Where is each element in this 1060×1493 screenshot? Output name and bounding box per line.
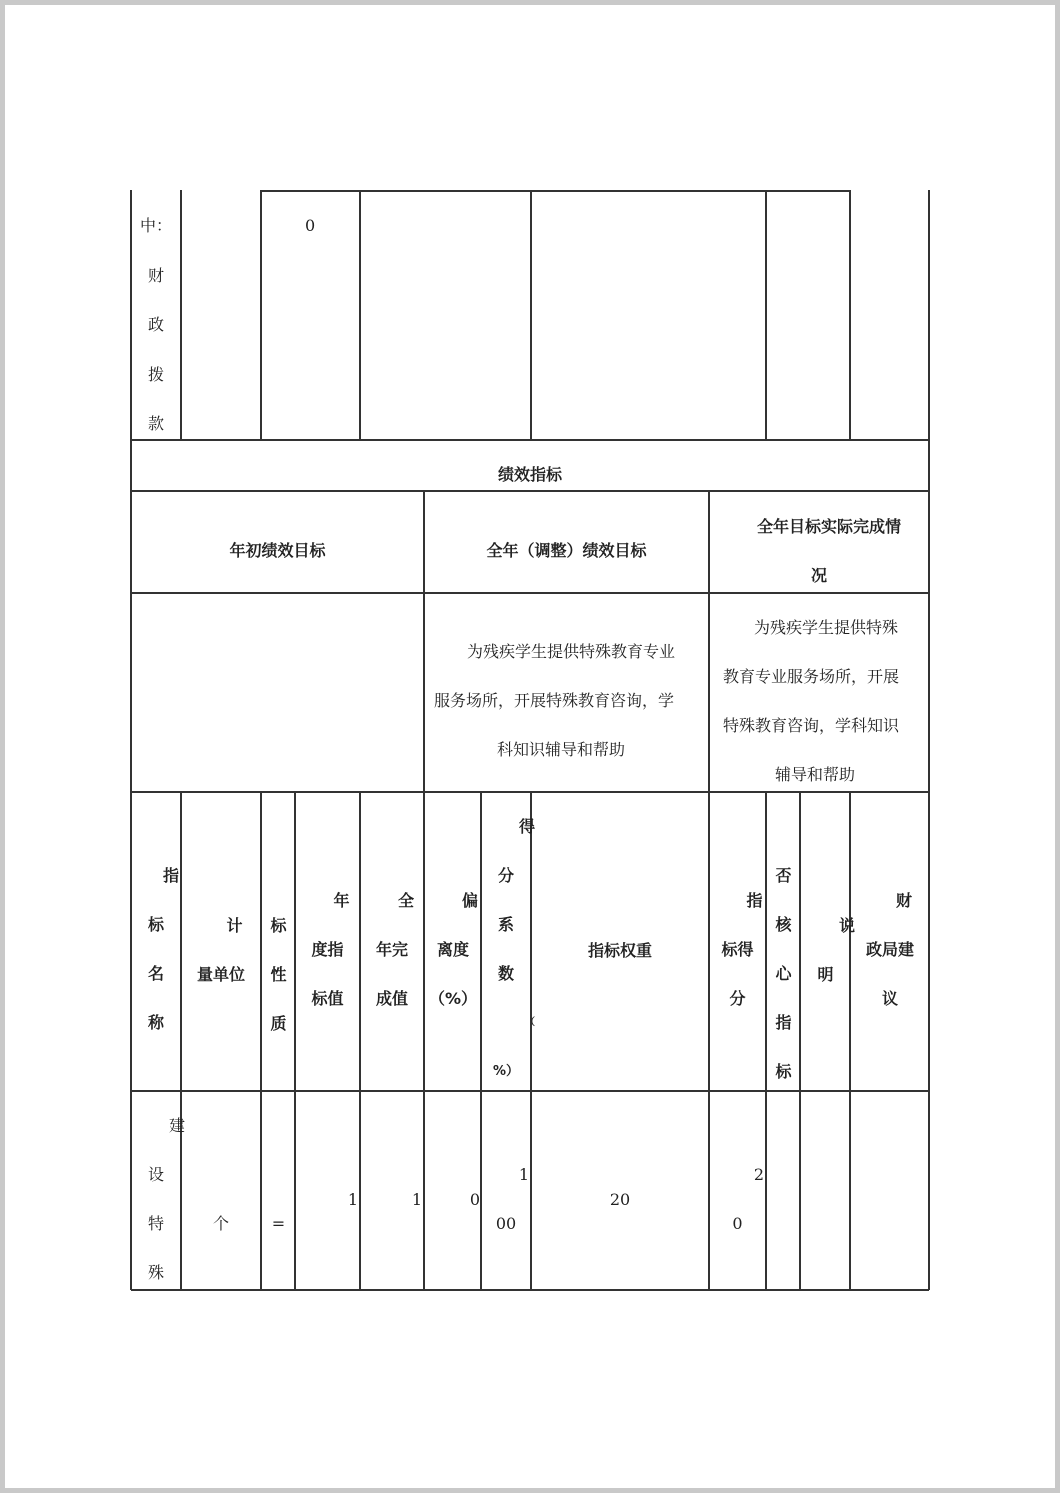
section-title: 绩效指标: [497, 465, 562, 484]
actual-goal-line: 辅导和帮助: [775, 765, 856, 784]
cell-line: 建: [168, 1116, 185, 1135]
row-label-line: 款: [147, 414, 164, 433]
header-adjusted-goal: 全年（调整）绩效目标: [486, 541, 647, 560]
col-header-line: 度指: [311, 940, 344, 959]
col-header-line: 说: [838, 916, 855, 935]
row-label-line: 拨: [147, 364, 164, 384]
cell-score: [711, 1150, 764, 1248]
cell-line: 2: [753, 1165, 764, 1184]
cell-annual-target: 1: [347, 1190, 358, 1209]
cell-line: 1: [518, 1165, 529, 1184]
header-actual-line: 全年目标实际完成情: [756, 517, 901, 536]
col-header-line: 离度: [436, 940, 469, 959]
col-header-line: 名: [147, 964, 164, 983]
cell-unit: 个: [212, 1214, 229, 1233]
adjusted-goal-text: [430, 627, 706, 774]
actual-goal-line: 为残疾学生提供特殊: [754, 618, 899, 637]
col-header-line: （%）: [428, 989, 478, 1008]
col-header-line: 成值: [375, 989, 408, 1008]
cell-line: 0: [732, 1214, 743, 1233]
col-header-line: 明: [817, 965, 834, 984]
adjusted-goal-line: 为残疾学生提供特殊教育专业: [467, 642, 676, 661]
col-header-line: 计: [226, 916, 243, 935]
col-header-line: 标: [775, 1062, 792, 1081]
col-header-deviation: [426, 876, 480, 1023]
cell-completion: 1: [411, 1190, 422, 1209]
col-header-line: 标: [147, 915, 164, 934]
cell-line: 设: [147, 1165, 164, 1184]
cell-nature: =: [271, 1214, 286, 1233]
cell-line: 殊: [147, 1263, 164, 1282]
header-actual-line: 况: [810, 566, 827, 585]
col-header-is-core: [768, 851, 799, 1096]
col-header-line: 年完: [375, 940, 408, 959]
col-header-nature: [263, 901, 294, 1048]
col-header-score-coef: [483, 802, 535, 1096]
cell-weight: 20: [609, 1190, 631, 1209]
cell-line: 00: [495, 1214, 517, 1233]
col-header-line: 分: [729, 989, 746, 1008]
header-initial-goal: 年初绩效目标: [229, 541, 326, 560]
adjusted-goal-line: 服务场所，开展特殊教育咨询，学: [434, 691, 675, 710]
col-header-line: 标得: [721, 940, 754, 959]
cell-deviation: 0: [469, 1190, 480, 1209]
col-header-line: 指: [746, 891, 763, 910]
actual-goal-line: 教育专业服务场所，开展: [723, 667, 900, 686]
amount-value: 0: [305, 216, 316, 235]
cell-score-coef: [483, 1150, 529, 1248]
col-header-line: 全: [397, 891, 414, 910]
actual-goal-line: 特殊教育咨询，学科知识: [723, 716, 900, 735]
col-header-line: （: [525, 1017, 535, 1028]
col-header-line: 得: [518, 817, 535, 836]
col-header-line: 标: [270, 916, 287, 935]
col-header-line: 标值: [311, 989, 344, 1008]
col-header-line: 财: [895, 891, 912, 910]
col-header-finance-advice: [852, 876, 928, 1023]
col-header-line: 指: [775, 1013, 792, 1032]
row-label-line: 中：: [139, 216, 172, 235]
col-header-line: 年: [333, 891, 350, 910]
col-header-line: 质: [270, 1014, 287, 1033]
adjusted-goal-line: 科知识辅导和帮助: [497, 740, 626, 759]
row-label: [133, 201, 179, 449]
col-header-unit: [183, 901, 259, 999]
col-header-line: 性: [270, 965, 287, 984]
col-header-line: 议: [881, 989, 898, 1008]
col-header-name: [133, 851, 179, 1047]
col-header-weight: 指标权重: [587, 941, 652, 960]
col-header-line: 偏: [461, 891, 478, 910]
col-header-line: 政局建: [865, 940, 914, 959]
row-label-line: 财: [147, 265, 164, 285]
header-actual-completion: [709, 502, 929, 600]
actual-goal-text: [719, 603, 925, 799]
col-header-line: 核: [775, 915, 792, 934]
col-header-line: 系: [497, 915, 514, 934]
col-header-line: 心: [775, 964, 792, 983]
col-header-score: [711, 876, 764, 1023]
col-header-completion: [362, 876, 422, 1023]
col-header-note: [802, 901, 855, 999]
col-header-line: 指: [162, 866, 179, 885]
col-header-line: 分: [497, 866, 514, 885]
cell-name: [133, 1101, 185, 1297]
cell-line: 特: [147, 1214, 164, 1233]
col-header-line: 否: [775, 866, 792, 885]
col-header-annual-target: [297, 876, 358, 1023]
col-header-line: 称: [147, 1013, 164, 1032]
row-label-line: 政: [147, 315, 164, 334]
col-header-line: %）: [492, 1064, 520, 1079]
col-header-line: 量单位: [196, 965, 245, 984]
col-header-line: 数: [497, 964, 514, 983]
